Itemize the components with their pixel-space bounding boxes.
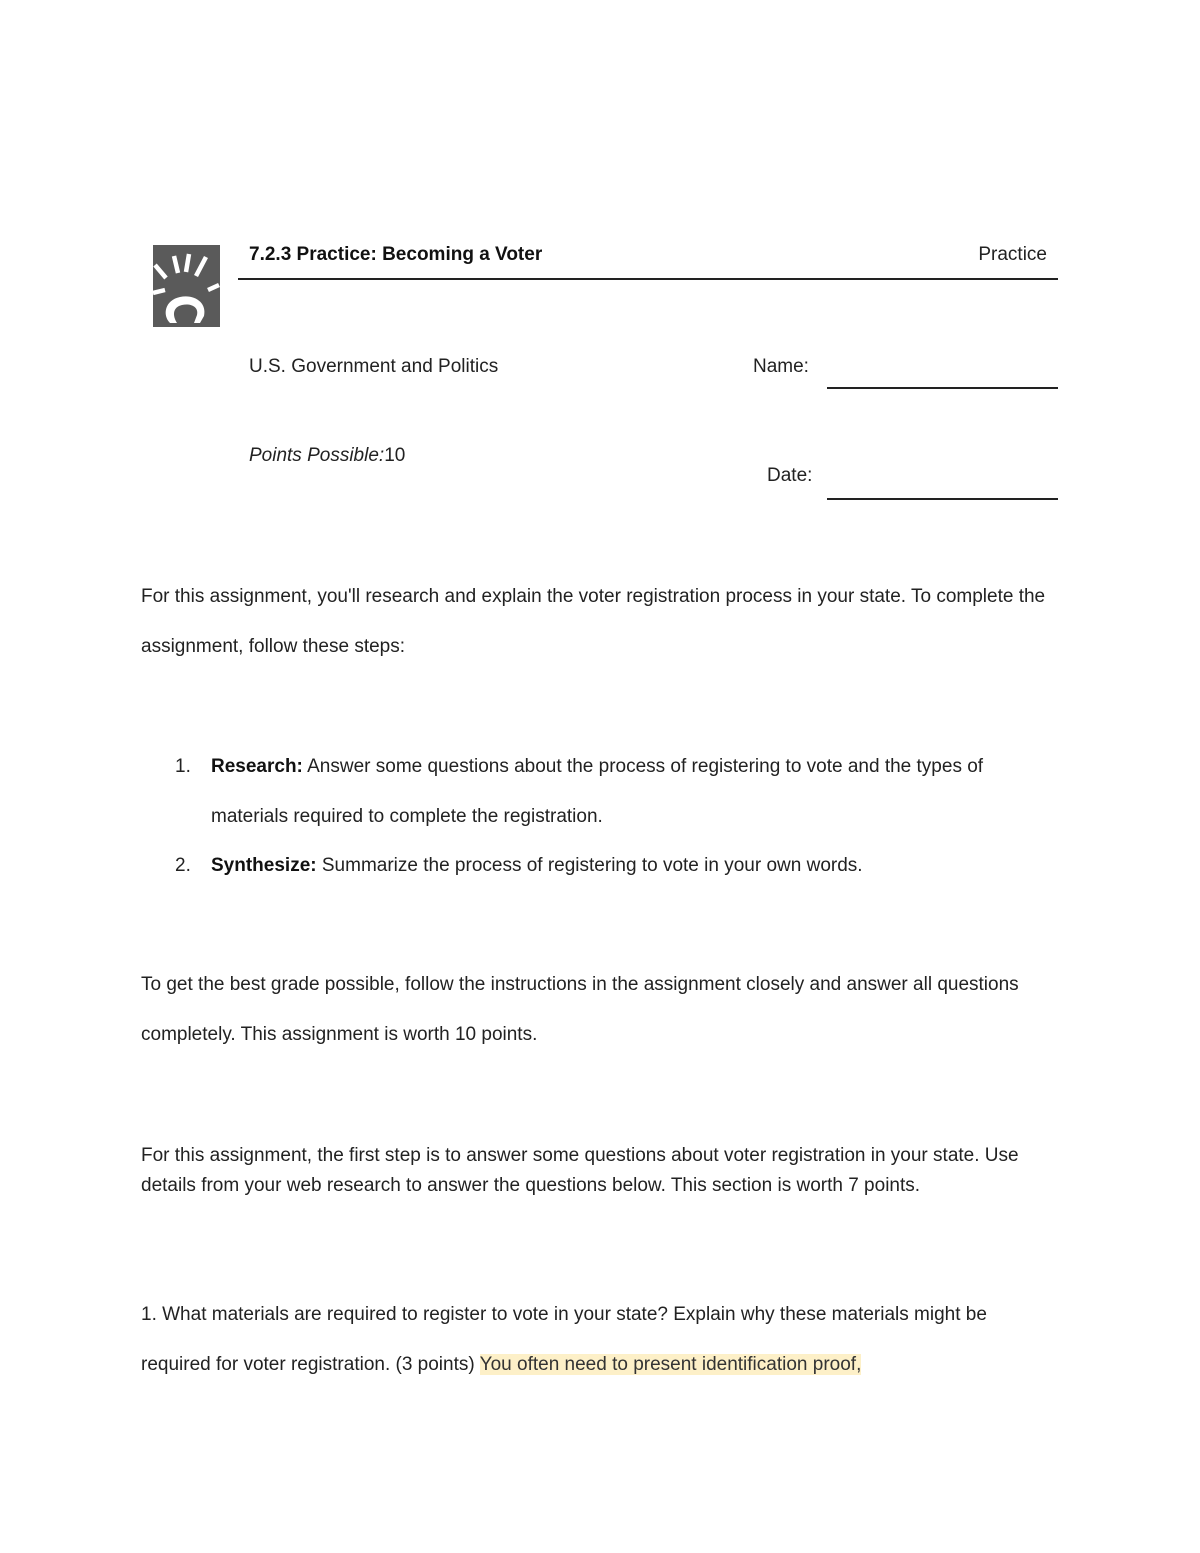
step-number: 1. [175,756,191,777]
step-term: Synthesize: [211,855,317,876]
question-1 [141,1290,1061,1390]
answer-text[interactable]: You often need to present identification proof, [479,1354,862,1375]
step-number: 2. [175,855,191,876]
list-item [141,742,1061,842]
points-label: Points Possible: [249,445,385,466]
document-type-label: Practice [978,244,1047,265]
date-label: Date: [767,465,813,486]
question-text: 1. What materials are required to register to vote in your state? Explain why these materials might be required for voter registration. (3 points) [141,1304,987,1375]
date-field[interactable] [827,498,1058,500]
points-possible [249,445,405,467]
points-value: 10 [384,445,406,466]
step-text: Summarize the process of registering to vote in your own words. [316,855,863,876]
document-title: 7.2.3 Practice: Becoming a Voter [249,244,543,265]
name-label: Name: [753,356,809,377]
intro-paragraph: For this assignment, you'll research and explain the voter registration process in your state. To complete the assignment, follow these steps: [141,586,1046,657]
name-field[interactable] [827,387,1058,389]
course-name: U.S. Government and Politics [249,356,499,377]
step-term: Research: [211,756,303,777]
steps-list [141,742,1061,891]
grading-paragraph: To get the best grade possible, follow the instructions in the assignment closely and answer all questions completely. This assignment is worth 10 points. [141,974,1019,1045]
lightbulb-logo-icon [153,245,220,327]
title-divider [238,278,1058,280]
section-intro-paragraph: For this assignment, the first step is to answer some questions about voter registration in your state. Use details from your web research to answer the questions below. This section is worth 7 points. [141,1145,1019,1196]
step-text: Answer some questions about the process of registering to vote and the types of materials required to complete the registration. [211,756,984,827]
list-item [141,841,1061,891]
